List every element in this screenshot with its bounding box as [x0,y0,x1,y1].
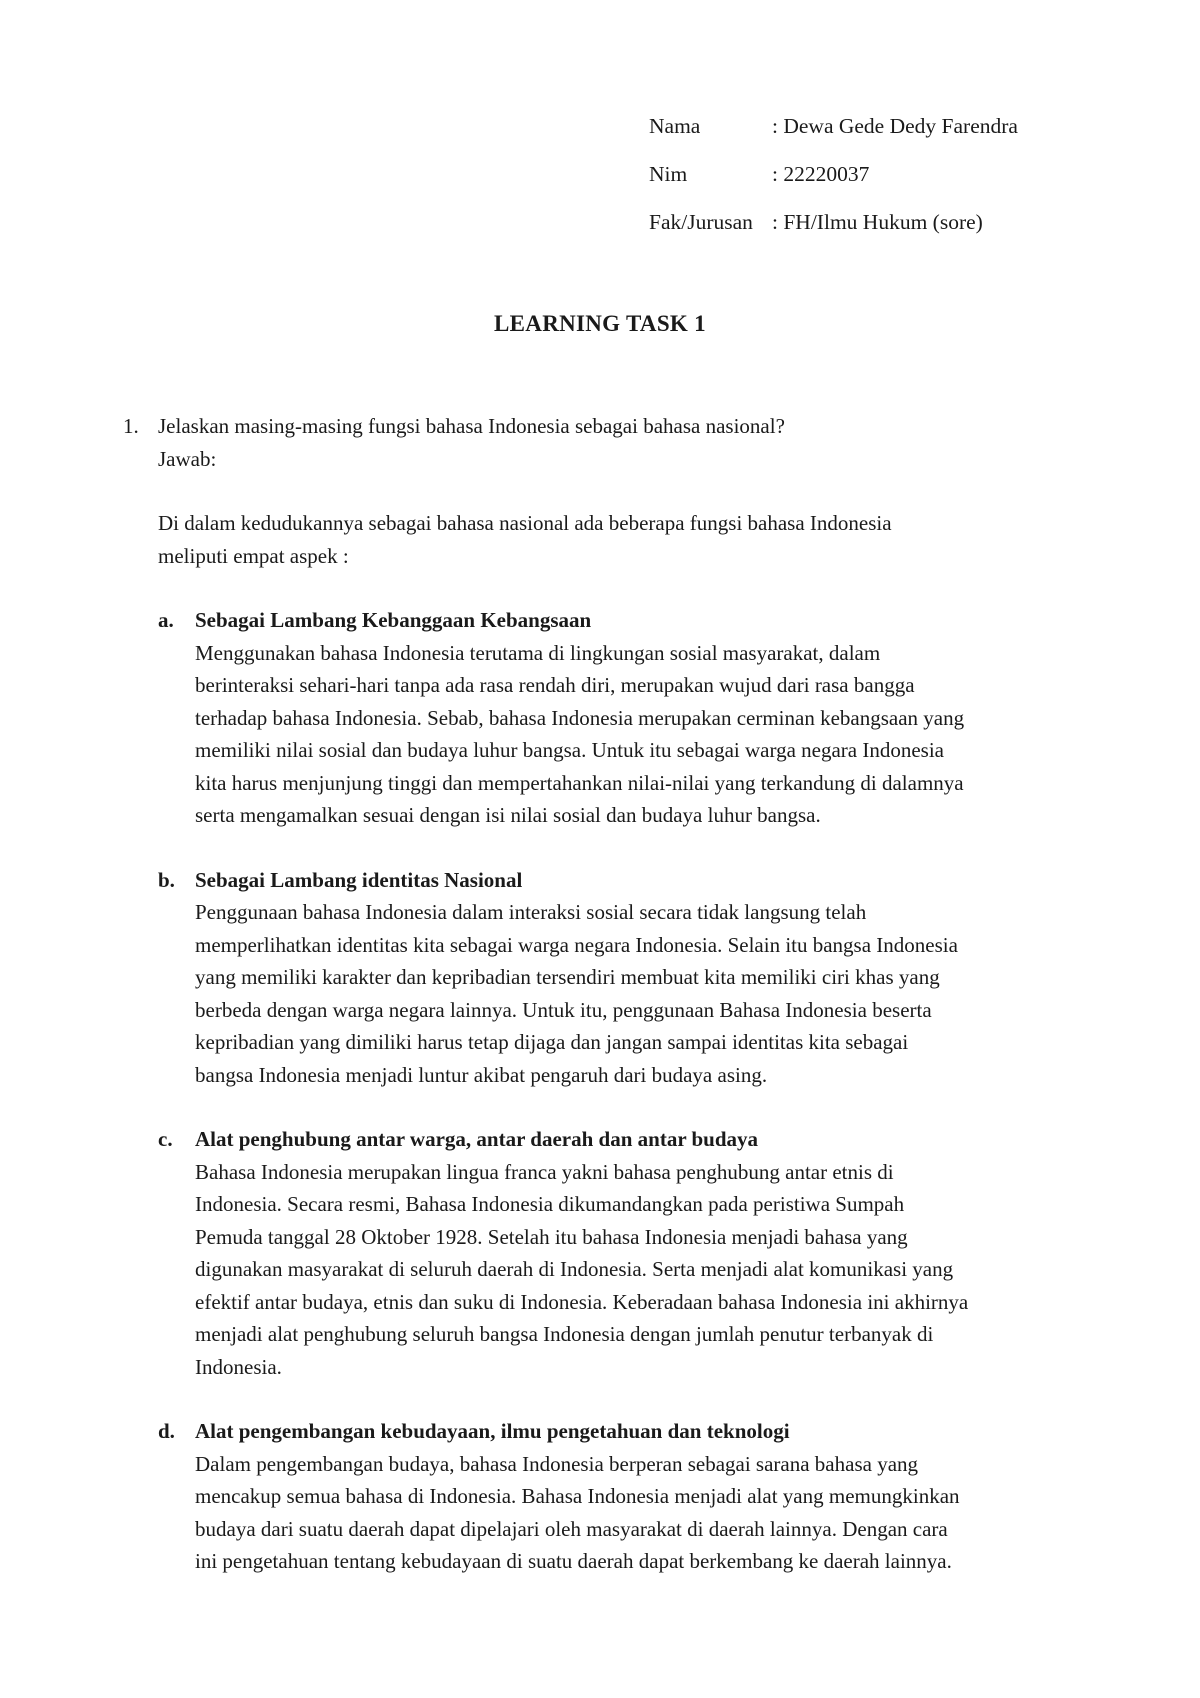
intro-line: Di dalam kedudukannya sebagai bahasa nasional ada beberapa fungsi bahasa Indonesia [158,511,892,535]
section-heading: Alat penghubung antar warga, antar daerah dan antar budaya [195,1127,759,1151]
section-a [0,604,1095,832]
section-line: Menggunakan bahasa Indonesia terutama di lingkungan sosial masyarakat, dalam [195,640,881,665]
section-line: yang memiliki karakter dan kepribadian tersendiri membuat kita memiliki ciri khas yang [195,965,940,989]
answer-label: Jawab: [158,446,217,471]
section-line: budaya dari suatu daerah dapat dipelajari oleh masyarakat di daerah lainnya. Dengan cara [195,1516,948,1541]
section-line: ini pengetahuan tentang kebudayaan di suatu daerah dapat berkembang ke daerah lainnya. [195,1549,952,1573]
question-number: 1. [123,414,139,438]
answer-sections [0,604,1200,1578]
section-b [0,864,1095,1092]
section-line: berinteraksi sehari-hari tanpa ada rasa rendah diri, merupakan wujud dari rasa bangga [195,673,915,697]
info-label: Nim [649,162,688,186]
section-line: Penggunaan bahasa Indonesia dalam interaksi sosial secara tidak langsung telah [195,900,867,924]
section-heading: Sebagai Lambang Kebanggaan Kebangsaan [195,608,592,632]
section-heading: Sebagai Lambang identitas Nasional [195,867,523,892]
section-letter: d. [158,1419,175,1443]
section-line: mencakup semua bahasa di Indonesia. Bahasa Indonesia menjadi alat yang memungkinkan [195,1484,960,1508]
section-c [0,1123,1095,1383]
info-value: : FH/Ilmu Hukum (sore) [772,210,983,234]
document-body [0,410,1200,1578]
section-line: digunakan masyarakat di seluruh daerah di Indonesia. Serta menjadi alat komunikasi yang [195,1257,954,1281]
section-line: Pemuda tanggal 28 Oktober 1928. Setelah itu bahasa Indonesia menjadi bahasa yang [195,1224,908,1249]
info-value: : 22220037 [772,162,870,186]
document-title: LEARNING TASK 1 [494,311,706,336]
question [0,410,1200,443]
intro-line: meliputi empat aspek : [158,543,349,568]
section-line: efektif antar budaya, etnis dan suku di Indonesia. Keberadaan bahasa Indonesia ini akhirnya [195,1289,969,1314]
info-label: Fak/Jurusan [649,210,753,234]
section-d [0,1415,1095,1578]
info-row-nama [649,112,1018,160]
section-line: memiliki nilai sosial dan budaya luhur bangsa. Untuk itu sebagai warga negara Indonesia [195,738,944,762]
section-letter: a. [158,608,174,632]
info-label: Nama [649,114,701,138]
section-heading: Alat pengembangan kebudayaan, ilmu pengetahuan dan teknologi [195,1419,790,1443]
section-line: Dalam pengembangan budaya, bahasa Indonesia berperan sebagai sarana bahasa yang [195,1451,919,1476]
section-line: Bahasa Indonesia merupakan lingua franca yakni bahasa penghubung antar etnis di [195,1159,894,1184]
section-line: Indonesia. [195,1354,282,1379]
section-line: memperlihatkan identitas kita sebagai warga negara Indonesia. Selain itu bangsa Indonesia [195,932,958,957]
section-line: bangsa Indonesia menjadi luntur akibat pengaruh dari budaya asing. [195,1062,768,1087]
question-text: Jelaskan masing-masing fungsi bahasa Indonesia sebagai bahasa nasional? [158,414,785,438]
section-line: kepribadian yang dimiliki harus tetap dijaga dan jangan sampai identitas kita sebagai [195,1030,909,1054]
info-row-nim [649,160,1018,208]
info-value: : Dewa Gede Dedy Farendra [772,114,1018,138]
section-line: menjadi alat penghubung seluruh bangsa Indonesia dengan jumlah penutur terbanyak di [195,1322,934,1346]
section-line: berbeda dengan warga negara lainnya. Untuk itu, penggunaan Bahasa Indonesia beserta [195,997,932,1022]
section-line: serta mengamalkan sesuai dengan isi nilai sosial dan budaya luhur bangsa. [195,803,821,827]
section-letter: c. [158,1127,173,1151]
student-info [649,112,1018,256]
section-line: terhadap bahasa Indonesia. Sebab, bahasa Indonesia merupakan cerminan kebangsaan yang [195,705,965,730]
section-letter: b. [158,867,175,892]
section-line: Indonesia. Secara resmi, Bahasa Indonesia dikumandangkan pada peristiwa Sumpah [195,1192,905,1216]
info-row-jurusan [649,208,1018,256]
section-line: kita harus menjunjung tinggi dan mempertahankan nilai-nilai yang terkandung di dalamnya [195,770,964,795]
